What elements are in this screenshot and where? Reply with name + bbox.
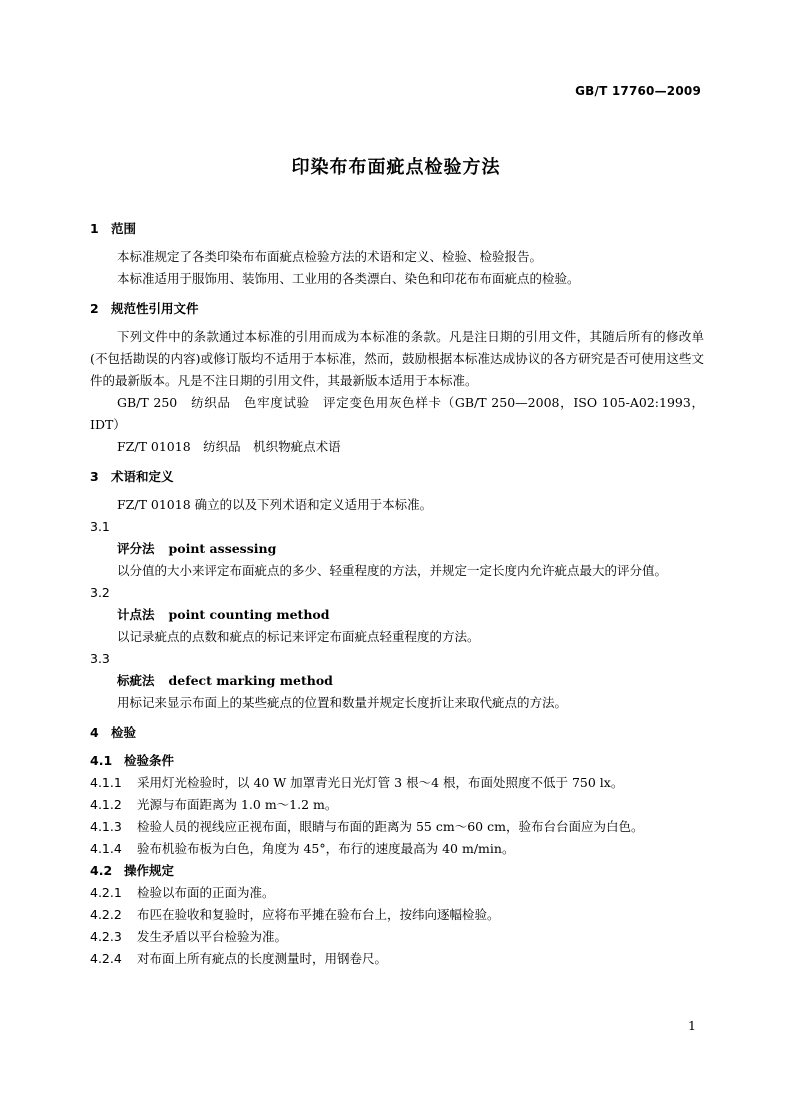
clause-number: 4.1.2 <box>90 797 122 812</box>
clause-text: 采用灯光检验时，以 40 W 加罩青光日光灯管 3 根～4 根，布面处照度不低于 750 lx。 <box>137 775 624 790</box>
term-number: 3.3 <box>90 651 110 666</box>
section-number: 2 <box>90 301 99 316</box>
clause-number: 4.2.4 <box>90 951 122 966</box>
clause-number: 4.2.1 <box>90 885 122 900</box>
clause-number: 4.1.4 <box>90 841 122 856</box>
section-title: 规范性引用文件 <box>111 301 199 316</box>
clause-text: 光源与布面距离为 1.0 m～1.2 m。 <box>137 797 338 812</box>
subsection-number: 4.1 <box>90 753 113 768</box>
clause <box>90 816 704 838</box>
term-en: point counting method <box>168 607 330 622</box>
clause <box>90 926 704 948</box>
term-name <box>90 538 704 560</box>
subsection-title: 操作规定 <box>124 863 175 878</box>
term-en: defect marking method <box>168 673 333 688</box>
reference-item: GB/T 250 纺织品 色牢度试验 评定变色用灰色样卡（GB/T 250—2008，ISO 105-A02:1993，IDT） <box>90 395 704 432</box>
reference-item: FZ/T 01018 纺织品 机织物疵点术语 <box>117 439 341 454</box>
subsection-heading <box>90 750 704 772</box>
term-definition: 以分值的大小来评定布面疵点的多少、轻重程度的方法，并规定一定长度内允许疵点最大的评分值。 <box>117 563 668 578</box>
clause <box>90 948 704 970</box>
section-number: 1 <box>90 221 99 236</box>
clause <box>90 772 704 794</box>
term-en: point assessing <box>168 541 277 556</box>
subsection-number: 4.2 <box>90 863 113 878</box>
term-definition: 以记录疵点的点数和疵点的标记来评定布面疵点轻重程度的方法。 <box>117 629 480 644</box>
section-title: 术语和定义 <box>111 469 174 484</box>
section-heading-normative-references <box>90 298 704 320</box>
subsection-heading <box>90 860 704 882</box>
clause-text: 对布面上所有疵点的长度测量时，用钢卷尺。 <box>137 951 388 966</box>
term-name <box>90 670 704 692</box>
clause <box>90 904 704 926</box>
clause <box>90 838 704 860</box>
term-zh: 标疵法 <box>117 673 155 688</box>
section-title: 检验 <box>111 725 137 740</box>
term-definition: 用标记来显示布面上的某些疵点的位置和数量并规定长度折让来取代疵点的方法。 <box>117 695 568 710</box>
clause-text: 检验以布面的正面为准。 <box>137 885 275 900</box>
document-body <box>90 218 704 970</box>
term-name <box>90 604 704 626</box>
clause-text: 发生矛盾以平台检验为准。 <box>137 929 288 944</box>
clause-text: 检验人员的视线应正视布面，眼睛与布面的距离为 55 cm～60 cm，验布台台面应为白色。 <box>137 819 644 834</box>
clause-text: 验布机验布板为白色，角度为 45°，布行的速度最高为 40 m/min。 <box>137 841 515 856</box>
paragraph: 本标准适用于服饰用、装饰用、工业用的各类漂白、染色和印花布布面疵点的检验。 <box>117 271 580 286</box>
term-zh: 计点法 <box>117 607 155 622</box>
document-title: 印染布布面疵点检验方法 <box>291 157 501 178</box>
section-heading-scope <box>90 218 704 240</box>
clause <box>90 794 704 816</box>
clause-number: 4.2.2 <box>90 907 122 922</box>
section-heading-terms <box>90 466 704 488</box>
term-zh: 评分法 <box>117 541 155 556</box>
standard-number: GB/T 17760—2009 <box>575 84 701 98</box>
paragraph: FZ/T 01018 确立的以及下列术语和定义适用于本标准。 <box>117 497 433 512</box>
paragraph: 下列文件中的条款通过本标准的引用而成为本标准的条款。凡是注日期的引用文件，其随后所有的修改单(不包括勘误的内容)或修订版均不适用于本标准，然而，鼓励根据本标准达成协议的各方研究是否可使用这些文件的最新版本。凡是不注日期的引用文件，其最新版本适用于本标准。 <box>90 329 704 388</box>
clause-number: 4.2.3 <box>90 929 122 944</box>
subsection-title: 检验条件 <box>124 753 175 768</box>
term-number: 3.1 <box>90 519 110 534</box>
clause <box>90 882 704 904</box>
section-number: 3 <box>90 469 99 484</box>
section-title: 范围 <box>111 221 137 236</box>
section-heading-inspection <box>90 722 704 744</box>
page-number: 1 <box>688 1018 696 1033</box>
term-number: 3.2 <box>90 585 110 600</box>
clause-text: 布匹在验收和复验时，应将布平摊在验布台上，按纬向逐幅检验。 <box>137 907 500 922</box>
section-number: 4 <box>90 725 99 740</box>
paragraph: 本标准规定了各类印染布布面疵点检验方法的术语和定义、检验、检验报告。 <box>117 249 543 264</box>
clause-number: 4.1.3 <box>90 819 122 834</box>
clause-number: 4.1.1 <box>90 775 122 790</box>
